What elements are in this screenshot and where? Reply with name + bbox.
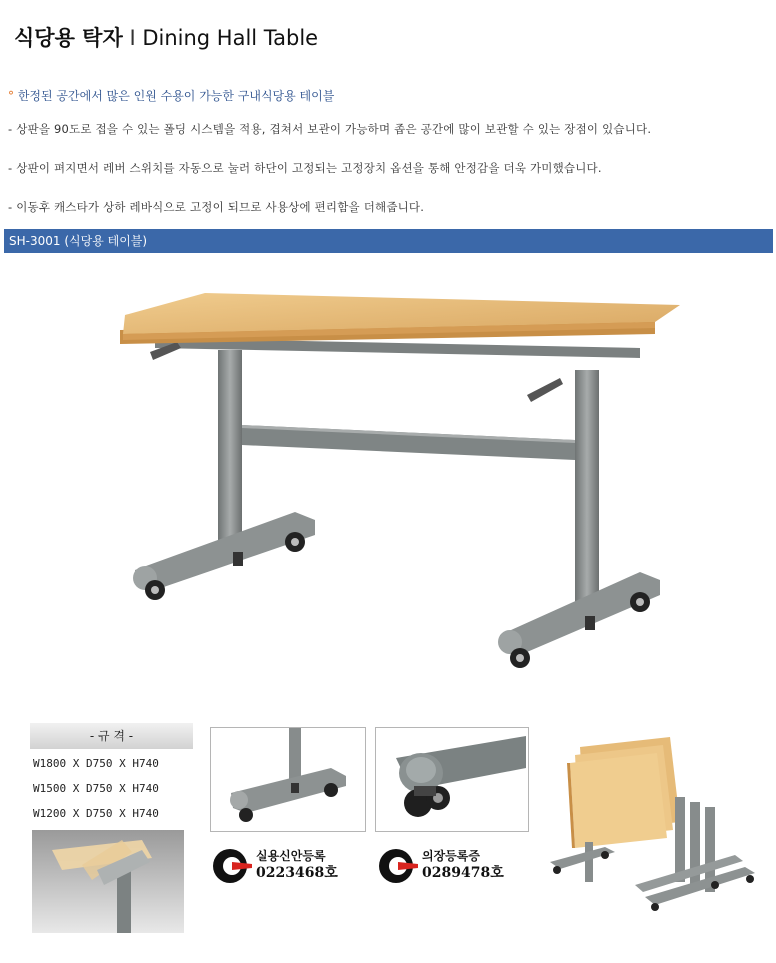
feature-bullet-lock: - 상판이 펴지면서 레버 스위치를 자동으로 눌러 하단이 고정되는 고정장치 옵션을 통해 안정감을 더욱 가미했습니다. xyxy=(8,161,602,175)
feature-heading xyxy=(8,87,334,104)
registration-label: 실용신안등록 xyxy=(256,849,326,863)
title-english: Dining Hall Table xyxy=(142,26,319,50)
registration-text xyxy=(422,848,504,882)
heading-marker: ° xyxy=(8,89,14,103)
spec-row: W1500 X D750 X H740 xyxy=(33,782,159,795)
registration-text xyxy=(256,848,338,882)
spec-heading: - 규 격 - xyxy=(30,723,193,749)
feature-bullet-folding: - 상판을 90도로 접을 수 있는 폴딩 시스템을 적용, 겹쳐서 보관이 가능하며 좁은 공간에 많이 보관할 수 있는 장점이 있습니다. xyxy=(8,122,652,136)
registration-number: 0223468호 xyxy=(256,865,338,881)
feature-heading-text: 한정된 공간에서 많은 인원 수용이 가능한 구내식당용 테이블 xyxy=(17,89,335,103)
caster-detail-image xyxy=(375,727,529,832)
title-korean: 식당용 탁자 xyxy=(14,26,123,50)
utility-model-registration xyxy=(210,845,370,887)
registration-label: 의장등록증 xyxy=(422,849,480,863)
base-detail-image xyxy=(210,727,366,832)
spec-row: W1800 X D750 X H740 xyxy=(33,757,159,770)
folding-mechanism-image xyxy=(32,830,184,933)
stacked-tables-image xyxy=(545,727,770,912)
feature-bullet-caster: - 이동후 캐스타가 상하 레바식으로 고정이 되므로 사용상에 편리함을 더해줍니다. xyxy=(8,200,425,214)
base-detail-drawing xyxy=(211,728,365,831)
caster-detail-drawing xyxy=(376,728,528,831)
registration-logo-icon xyxy=(378,847,418,885)
design-registration xyxy=(376,845,536,887)
spec-row: W1200 X D750 X H740 xyxy=(33,807,159,820)
registration-number: 0289478호 xyxy=(422,865,504,881)
title-separator: I xyxy=(129,26,136,50)
table-product-image xyxy=(115,290,685,675)
registration-logo-icon xyxy=(212,847,252,885)
page-title xyxy=(14,22,318,52)
model-banner: SH-3001 (식당용 테이블) xyxy=(4,229,773,253)
